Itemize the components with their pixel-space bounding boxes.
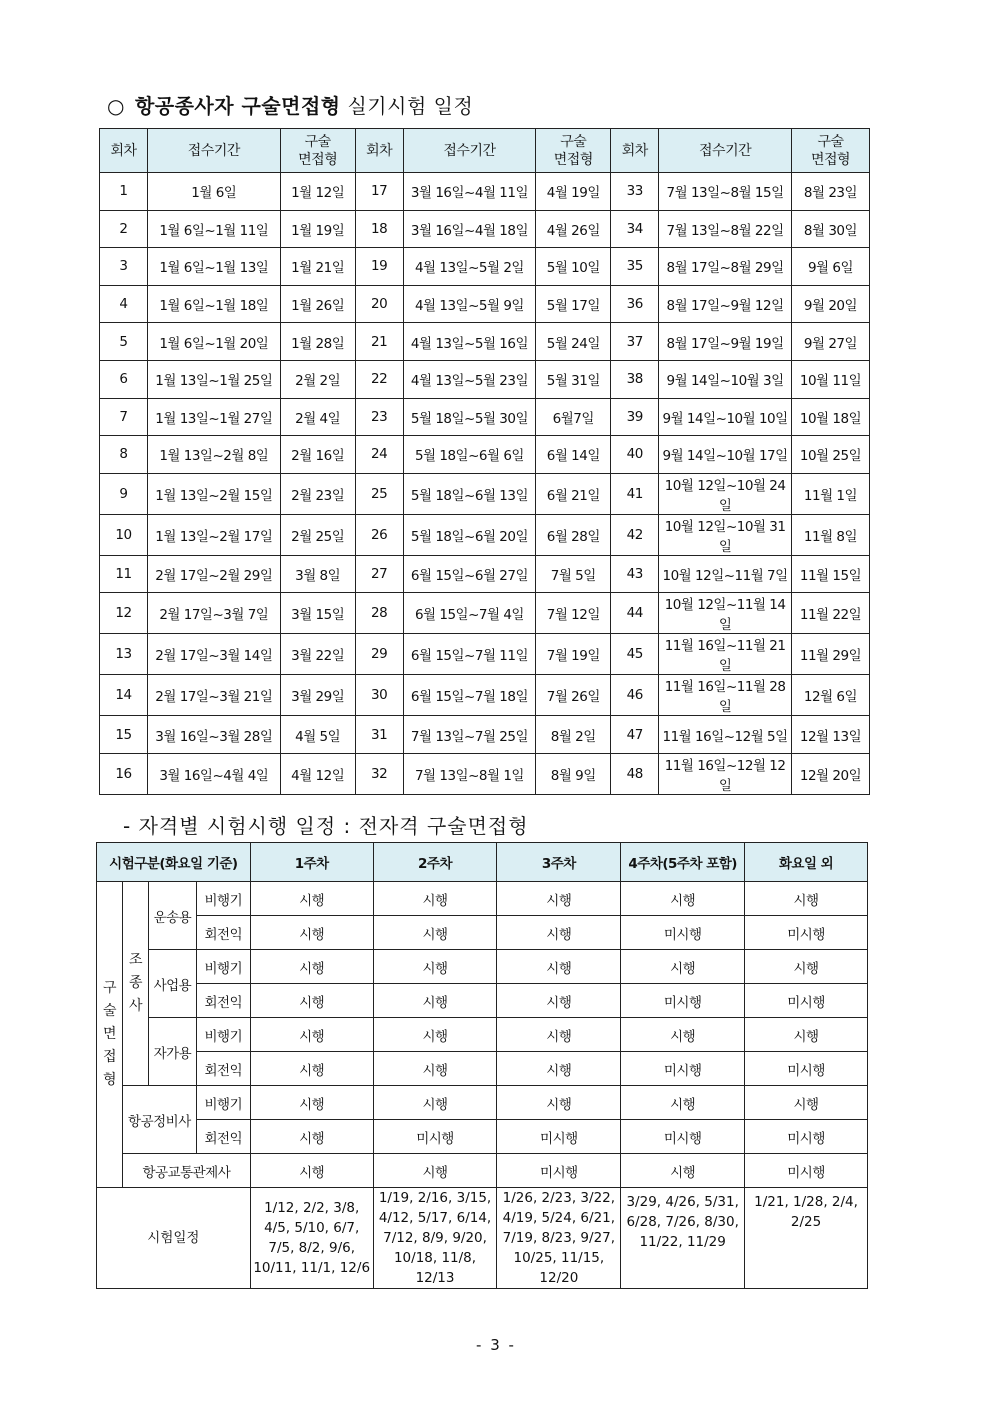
status-cell: 미시행 [745, 916, 868, 950]
period-cell: 8월 17일~9월 19일 [659, 323, 792, 361]
exam-date-cell: 6월 21일 [536, 473, 611, 514]
schedule-dates-cell [745, 1188, 868, 1289]
header-oral-interview [280, 129, 355, 173]
schedule-line: 10/18, 11/8, 12/13 [393, 1250, 477, 1286]
section-title-rest: 실기시험 일정 [347, 94, 474, 118]
table-row [100, 436, 870, 474]
period-cell: 9월 14일~10월 17일 [659, 436, 792, 474]
pilot-group [122, 882, 148, 1086]
period-cell: 9월 14일~10월 3일 [659, 360, 792, 398]
mechanic-label: 항공정비사 [122, 1086, 196, 1154]
period-cell: 11월 16일~11월 28일 [659, 675, 792, 716]
exam-date-cell: 12월 6일 [792, 675, 870, 716]
header-oral-interview [792, 129, 870, 173]
status-cell: 미시행 [745, 1052, 868, 1086]
round-cell: 41 [611, 473, 659, 514]
status-cell: 시행 [373, 1086, 497, 1120]
status-cell: 시행 [250, 1120, 373, 1154]
round-cell: 25 [355, 473, 403, 514]
round-cell: 19 [355, 248, 403, 286]
period-cell: 2월 17일~3월 7일 [147, 593, 280, 634]
round-cell: 36 [611, 285, 659, 323]
period-cell: 11월 16일~12월 5일 [659, 716, 792, 754]
exam-date-cell: 6월7일 [536, 398, 611, 436]
period-cell: 7월 13일~8월 15일 [659, 173, 792, 211]
exam-date-cell: 5월 10일 [536, 248, 611, 286]
round-cell: 38 [611, 360, 659, 398]
round-cell: 11 [100, 555, 148, 593]
round-cell: 32 [355, 753, 403, 794]
round-cell: 42 [611, 514, 659, 555]
exam-date-cell: 1월 19일 [280, 210, 355, 248]
aircraft-rotorcraft: 회전익 [196, 984, 250, 1018]
header-oral-line2: 면접형 [298, 151, 338, 168]
atc-label: 항공교통관제사 [122, 1154, 250, 1188]
exam-date-cell: 10월 25일 [792, 436, 870, 474]
status-cell: 시행 [373, 916, 497, 950]
schedule-line: 11/22, 11/29 [639, 1234, 726, 1250]
exam-date-cell: 6월 28일 [536, 514, 611, 555]
exam-date-cell: 5월 31일 [536, 360, 611, 398]
exam-date-cell: 1월 28일 [280, 323, 355, 361]
status-cell: 시행 [373, 1154, 497, 1188]
period-cell: 3월 16일~4월 4일 [147, 753, 280, 794]
schedule-line: 4/19, 5/24, 6/21, [502, 1210, 616, 1226]
round-cell: 47 [611, 716, 659, 754]
exam-date-cell: 8월 2일 [536, 716, 611, 754]
status-cell: 시행 [373, 882, 497, 916]
exam-date-cell: 2월 2일 [280, 360, 355, 398]
round-cell: 5 [100, 323, 148, 361]
status-cell: 시행 [497, 916, 621, 950]
exam-date-cell: 9월 6일 [792, 248, 870, 286]
schedule-line: 4/5, 5/10, 6/7, [264, 1220, 360, 1236]
status-cell: 미시행 [745, 1154, 868, 1188]
table-row [100, 323, 870, 361]
table-row [100, 634, 870, 675]
round-cell: 48 [611, 753, 659, 794]
header-oral-line1: 구술 [817, 133, 844, 150]
period-cell: 11월 16일~11월 21일 [659, 634, 792, 675]
round-cell: 3 [100, 248, 148, 286]
schedule-line: 1/19, 2/16, 3/15, [378, 1190, 492, 1206]
exam-date-cell: 2월 4일 [280, 398, 355, 436]
period-cell: 7월 13일~8월 1일 [403, 753, 536, 794]
schedule-dates-cell [250, 1188, 373, 1289]
exam-date-cell: 11월 8일 [792, 514, 870, 555]
oral-interview-label-char: 술 [102, 1003, 116, 1019]
exam-date-cell: 4월 26일 [536, 210, 611, 248]
header-round: 회차 [611, 129, 659, 173]
schedule-line: 1/21, 1/28, 2/4, [754, 1194, 858, 1210]
exam-date-cell: 7월 12일 [536, 593, 611, 634]
period-cell: 6월 15일~7월 11일 [403, 634, 536, 675]
period-cell: 2월 17일~3월 21일 [147, 675, 280, 716]
round-cell: 16 [100, 753, 148, 794]
period-cell: 3월 16일~4월 11일 [403, 173, 536, 211]
table-row [100, 514, 870, 555]
aircraft-rotorcraft: 회전익 [196, 1052, 250, 1086]
period-cell: 10월 12일~10월 24일 [659, 473, 792, 514]
round-cell: 46 [611, 675, 659, 716]
header-non-tuesday: 화요일 외 [745, 843, 868, 882]
schedule-line: 7/12, 8/9, 9/20, [383, 1230, 487, 1246]
status-cell: 시행 [745, 1086, 868, 1120]
schedule-line: 1/26, 2/23, 3/22, [502, 1190, 616, 1206]
round-cell: 22 [355, 360, 403, 398]
status-cell: 시행 [373, 950, 497, 984]
schedule-line: 7/19, 8/23, 9/27, [502, 1230, 616, 1246]
status-cell: 시행 [621, 1018, 745, 1052]
round-cell: 39 [611, 398, 659, 436]
table-row [100, 593, 870, 634]
status-cell: 시행 [497, 882, 621, 916]
exam-date-cell: 7월 19일 [536, 634, 611, 675]
period-cell: 5월 18일~6월 6일 [403, 436, 536, 474]
round-cell: 15 [100, 716, 148, 754]
round-cell: 10 [100, 514, 148, 555]
status-cell: 시행 [497, 950, 621, 984]
period-cell: 4월 13일~5월 16일 [403, 323, 536, 361]
exam-date-cell: 12월 20일 [792, 753, 870, 794]
exam-date-cell: 11월 22일 [792, 593, 870, 634]
schedule-dates-cell [621, 1188, 745, 1289]
status-cell: 미시행 [621, 1120, 745, 1154]
circle-bullet: ○ [107, 94, 125, 118]
header-oral-line1: 구술 [560, 133, 587, 150]
status-cell: 미시행 [621, 984, 745, 1018]
header-oral-line2: 면접형 [553, 151, 593, 168]
table-row [100, 248, 870, 286]
exam-date-cell: 11월 29일 [792, 634, 870, 675]
schedule-line: 6/28, 7/26, 8/30, [626, 1214, 739, 1230]
period-cell: 1월 13일~2월 8일 [147, 436, 280, 474]
status-cell: 시행 [373, 1018, 497, 1052]
oral-interview-label-char: 면 [102, 1026, 116, 1042]
round-cell: 6 [100, 360, 148, 398]
round-cell: 28 [355, 593, 403, 634]
table-row [100, 173, 870, 211]
table-row [100, 398, 870, 436]
period-cell: 5월 18일~6월 20일 [403, 514, 536, 555]
period-cell: 7월 13일~8월 22일 [659, 210, 792, 248]
table-row [100, 473, 870, 514]
table-row [100, 360, 870, 398]
table-row [100, 210, 870, 248]
round-cell: 40 [611, 436, 659, 474]
round-cell: 27 [355, 555, 403, 593]
status-cell: 시행 [621, 1086, 745, 1120]
exam-date-cell: 4월 12일 [280, 753, 355, 794]
period-cell: 1월 6일~1월 18일 [147, 285, 280, 323]
period-cell: 9월 14일~10월 10일 [659, 398, 792, 436]
period-cell: 1월 13일~2월 15일 [147, 473, 280, 514]
exam-date-cell: 9월 20일 [792, 285, 870, 323]
schedule-line: 7/5, 8/2, 9/6, [268, 1240, 355, 1256]
period-cell: 1월 13일~1월 25일 [147, 360, 280, 398]
header-week-3: 3주차 [497, 843, 621, 882]
exam-date-cell: 9월 27일 [792, 323, 870, 361]
exam-date-cell: 8월 9일 [536, 753, 611, 794]
round-cell: 45 [611, 634, 659, 675]
exam-date-cell: 5월 24일 [536, 323, 611, 361]
period-cell: 3월 16일~3월 28일 [147, 716, 280, 754]
status-cell: 시행 [250, 1018, 373, 1052]
exam-date-cell: 1월 26일 [280, 285, 355, 323]
period-cell: 4월 13일~5월 9일 [403, 285, 536, 323]
period-cell: 4월 13일~5월 2일 [403, 248, 536, 286]
round-cell: 4 [100, 285, 148, 323]
round-cell: 18 [355, 210, 403, 248]
period-cell: 1월 6일 [147, 173, 280, 211]
period-cell: 1월 13일~2월 17일 [147, 514, 280, 555]
status-cell: 시행 [250, 1086, 373, 1120]
header-oral-interview [536, 129, 611, 173]
period-cell: 1월 6일~1월 11일 [147, 210, 280, 248]
header-week-4: 4주차(5주차 포함) [621, 843, 745, 882]
status-cell: 시행 [497, 1086, 621, 1120]
table-row [100, 285, 870, 323]
schedule-line: 10/11, 11/1, 12/6 [253, 1260, 371, 1276]
exam-date-cell: 8월 23일 [792, 173, 870, 211]
round-cell: 8 [100, 436, 148, 474]
round-cell: 2 [100, 210, 148, 248]
round-cell: 44 [611, 593, 659, 634]
oral-interview-group [97, 882, 123, 1188]
header-week-2: 2주차 [373, 843, 497, 882]
period-cell: 5월 18일~5월 30일 [403, 398, 536, 436]
table-row [100, 716, 870, 754]
schedule-dates-cell [497, 1188, 621, 1289]
table-row [100, 675, 870, 716]
status-cell: 시행 [250, 916, 373, 950]
status-cell: 시행 [621, 950, 745, 984]
aircraft-airplane: 비행기 [196, 882, 250, 916]
period-cell: 4월 13일~5월 23일 [403, 360, 536, 398]
round-cell: 34 [611, 210, 659, 248]
round-cell: 43 [611, 555, 659, 593]
status-cell: 시행 [745, 950, 868, 984]
period-cell: 7월 13일~7월 25일 [403, 716, 536, 754]
schedule-dates-cell [373, 1188, 497, 1289]
section-title-2: - 자격별 시험시행 일정 : 전자격 구술면접형 [123, 814, 529, 838]
pilot-label-char: 사 [128, 998, 142, 1014]
exam-schedule-table [99, 128, 870, 795]
round-cell: 7 [100, 398, 148, 436]
status-cell: 시행 [250, 950, 373, 984]
schedule-label: 시험일정 [97, 1188, 251, 1289]
status-cell: 미시행 [373, 1120, 497, 1154]
private-label: 자가용 [148, 1018, 196, 1086]
schedule-line: 4/12, 5/17, 6/14, [378, 1210, 492, 1226]
header-exam-category: 시험구분(화요일 기준) [97, 843, 251, 882]
exam-date-cell: 8월 30일 [792, 210, 870, 248]
status-cell: 시행 [373, 1052, 497, 1086]
header-oral-line1: 구술 [304, 133, 331, 150]
exam-date-cell: 3월 29일 [280, 675, 355, 716]
round-cell: 13 [100, 634, 148, 675]
oral-interview-label-char: 형 [102, 1072, 116, 1088]
period-cell: 10월 12일~10월 31일 [659, 514, 792, 555]
status-cell: 시행 [250, 984, 373, 1018]
table-row [100, 753, 870, 794]
exam-date-cell: 2월 25일 [280, 514, 355, 555]
oral-interview-label-char: 접 [102, 1049, 116, 1065]
pilot-label-char: 종 [128, 975, 142, 991]
status-cell: 시행 [250, 882, 373, 916]
period-cell: 10월 12일~11월 14일 [659, 593, 792, 634]
schedule-line: 10/25, 11/15, 12/20 [513, 1250, 605, 1286]
period-cell: 1월 6일~1월 20일 [147, 323, 280, 361]
exam-date-cell: 1월 12일 [280, 173, 355, 211]
exam-date-cell: 10월 11일 [792, 360, 870, 398]
exam-date-cell: 11월 1일 [792, 473, 870, 514]
status-cell: 시행 [497, 1052, 621, 1086]
header-round: 회차 [100, 129, 148, 173]
round-cell: 21 [355, 323, 403, 361]
period-cell: 6월 15일~6월 27일 [403, 555, 536, 593]
section-title-1 [107, 90, 473, 119]
exam-date-cell: 3월 22일 [280, 634, 355, 675]
aircraft-airplane: 비행기 [196, 1018, 250, 1052]
status-cell: 시행 [621, 882, 745, 916]
round-cell: 26 [355, 514, 403, 555]
status-cell: 시행 [250, 1154, 373, 1188]
aircraft-rotorcraft: 회전익 [196, 916, 250, 950]
schedule-line: 3/29, 4/26, 5/31, [626, 1194, 739, 1210]
exam-date-cell: 6월 14일 [536, 436, 611, 474]
period-cell: 8월 17일~9월 12일 [659, 285, 792, 323]
exam-date-cell: 4월 5일 [280, 716, 355, 754]
header-period: 접수기간 [147, 129, 280, 173]
header-oral-line2: 면접형 [810, 151, 851, 168]
status-cell: 시행 [250, 1052, 373, 1086]
exam-date-cell: 7월 5일 [536, 555, 611, 593]
period-cell: 2월 17일~3월 14일 [147, 634, 280, 675]
section-title-bold: 항공종사자 구술면접형 [134, 94, 341, 118]
period-cell: 2월 17일~2월 29일 [147, 555, 280, 593]
exam-date-cell: 3월 8일 [280, 555, 355, 593]
period-cell: 3월 16일~4월 18일 [403, 210, 536, 248]
business-label: 사업용 [148, 950, 196, 1018]
period-cell: 11월 16일~12월 12일 [659, 753, 792, 794]
round-cell: 17 [355, 173, 403, 211]
header-period: 접수기간 [659, 129, 792, 173]
header-week-1: 1주차 [250, 843, 373, 882]
aircraft-rotorcraft: 회전익 [196, 1120, 250, 1154]
exam-date-cell: 5월 17일 [536, 285, 611, 323]
exam-date-cell: 4월 19일 [536, 173, 611, 211]
exam-date-cell: 2월 23일 [280, 473, 355, 514]
period-cell: 6월 15일~7월 4일 [403, 593, 536, 634]
round-cell: 37 [611, 323, 659, 361]
table-row [100, 555, 870, 593]
pilot-label-char: 조 [128, 952, 142, 968]
round-cell: 24 [355, 436, 403, 474]
header-period: 접수기간 [403, 129, 536, 173]
round-cell: 35 [611, 248, 659, 286]
round-cell: 20 [355, 285, 403, 323]
status-cell: 미시행 [621, 916, 745, 950]
status-cell: 미시행 [745, 1120, 868, 1154]
round-cell: 31 [355, 716, 403, 754]
status-cell: 미시행 [745, 984, 868, 1018]
period-cell: 10월 12일~11월 7일 [659, 555, 792, 593]
exam-date-cell: 1월 21일 [280, 248, 355, 286]
round-cell: 14 [100, 675, 148, 716]
status-cell: 미시행 [621, 1052, 745, 1086]
period-cell: 8월 17일~8월 29일 [659, 248, 792, 286]
qualification-schedule-table [96, 842, 868, 1289]
schedule-line: 2/25 [790, 1214, 822, 1230]
round-cell: 1 [100, 173, 148, 211]
exam-date-cell: 11월 15일 [792, 555, 870, 593]
status-cell: 시행 [497, 984, 621, 1018]
aircraft-airplane: 비행기 [196, 950, 250, 984]
status-cell: 시행 [745, 882, 868, 916]
header-round: 회차 [355, 129, 403, 173]
exam-date-cell: 12월 13일 [792, 716, 870, 754]
exam-date-cell: 10월 18일 [792, 398, 870, 436]
period-cell: 1월 13일~1월 27일 [147, 398, 280, 436]
exam-date-cell: 2월 16일 [280, 436, 355, 474]
round-cell: 30 [355, 675, 403, 716]
aircraft-airplane: 비행기 [196, 1086, 250, 1120]
schedule-line: 1/12, 2/2, 3/8, [264, 1200, 360, 1216]
oral-interview-label-char: 구 [102, 980, 116, 996]
round-cell: 33 [611, 173, 659, 211]
period-cell: 5월 18일~6월 13일 [403, 473, 536, 514]
period-cell: 1월 6일~1월 13일 [147, 248, 280, 286]
status-cell: 미시행 [497, 1154, 621, 1188]
status-cell: 시행 [373, 984, 497, 1018]
exam-date-cell: 3월 15일 [280, 593, 355, 634]
round-cell: 9 [100, 473, 148, 514]
round-cell: 29 [355, 634, 403, 675]
status-cell: 미시행 [497, 1120, 621, 1154]
page-number: - 3 - [476, 1336, 516, 1354]
status-cell: 시행 [497, 1018, 621, 1052]
period-cell: 6월 15일~7월 18일 [403, 675, 536, 716]
exam-date-cell: 7월 26일 [536, 675, 611, 716]
transport-label: 운송용 [148, 882, 196, 950]
status-cell: 시행 [621, 1154, 745, 1188]
status-cell: 시행 [745, 1018, 868, 1052]
round-cell: 12 [100, 593, 148, 634]
round-cell: 23 [355, 398, 403, 436]
